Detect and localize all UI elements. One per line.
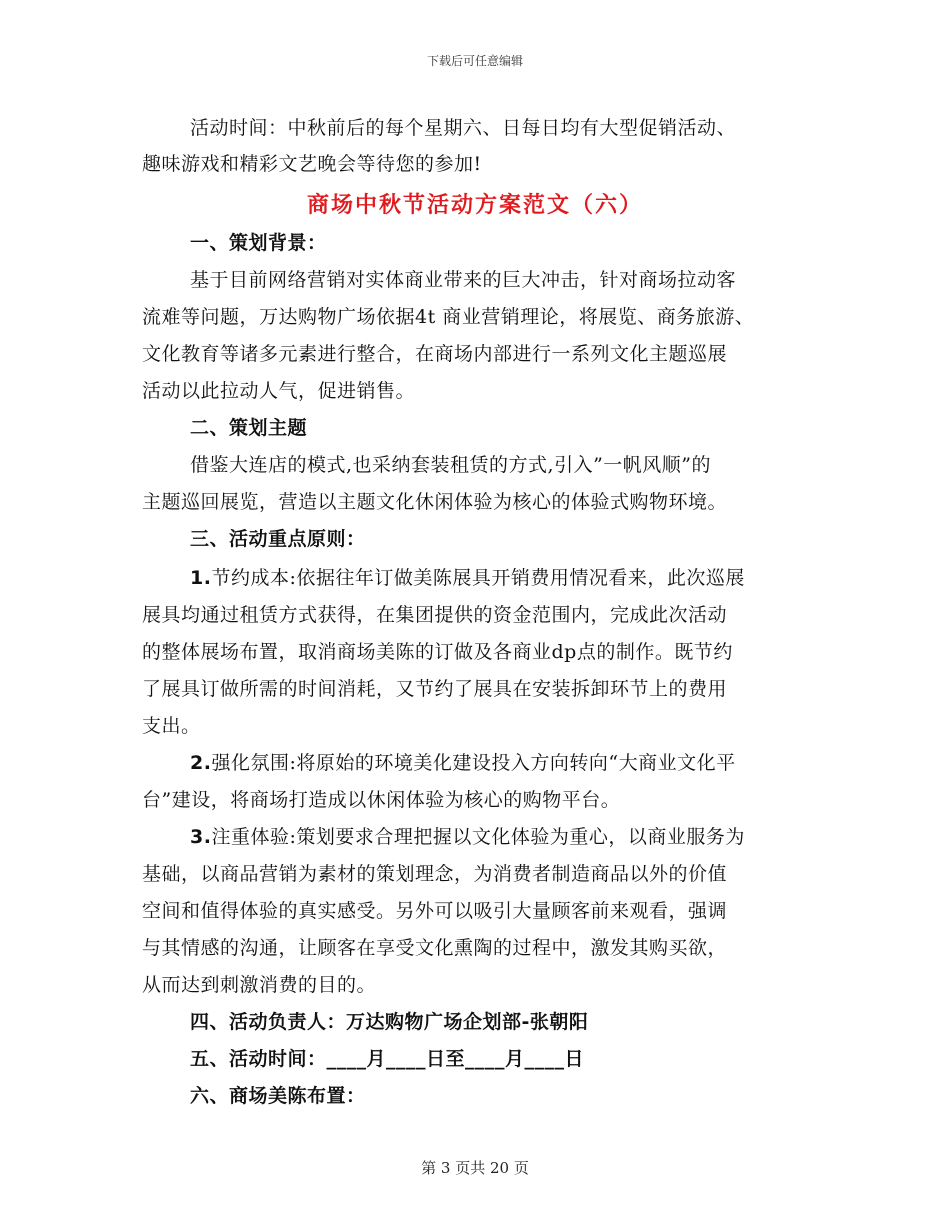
- section-heading-time: 五、活动时间：____月____日至____月____日: [190, 1048, 585, 1070]
- list-number: 1.: [190, 567, 212, 589]
- paragraph-line: 基于目前网络营销对实体商业带来的巨大冲击，针对商场拉动客: [190, 269, 737, 291]
- paragraph-line: 与其情感的沟通，让顾客在享受文化熏陶的过程中，激发其购买欲，: [142, 937, 728, 959]
- page-header: 下载后可任意编辑: [426, 54, 523, 68]
- paragraph-line: 从而达到刺激消费的目的。: [142, 974, 377, 996]
- section-heading-principles: 三、活动重点原则：: [190, 528, 366, 550]
- principle-item-3-first-line: [190, 825, 745, 849]
- paragraph-line: 强化氛围:将原始的环境美化建设投入方向转向“大商业文化平: [211, 752, 736, 774]
- principle-item-2-first-line: [190, 751, 736, 775]
- paragraph-line: 活动以此拉动人气，促进销售。: [142, 380, 416, 402]
- paragraph-line: 空间和值得体验的真实感受。另外可以吸引大量顾客前来观看，强调: [142, 900, 728, 922]
- paragraph-line: 了展具订做所需的时间消耗，又节约了展具在安装拆卸环节上的费用: [142, 678, 728, 700]
- paragraph-line: 台”建设，将商场打造成以休闲体验为核心的购物平台。: [142, 789, 621, 811]
- intro-line-1: 活动时间：中秋前后的每个星期六、日每日均有大型促销活动、: [190, 117, 737, 139]
- paragraph-line: 的整体展场布置，取消商场美陈的订做及各商业dp点的制作。既节约: [142, 641, 733, 663]
- list-number: 3.: [190, 826, 212, 848]
- paragraph-line: 支出。: [142, 715, 201, 737]
- principle-item-1-first-line: [190, 566, 745, 590]
- section-heading-background: 一、策划背景：: [190, 232, 327, 254]
- paragraph-line: 文化教育等诸多元素进行整合，在商场内部进行一系列文化主题巡展: [142, 343, 728, 365]
- paragraph-line: 节约成本:依据往年订做美陈展具开销费用情况看来，此次巡展: [211, 567, 745, 589]
- section-heading-owner: 四、活动负责人：万达购物广场企划部-张朝阳: [190, 1011, 589, 1033]
- intro-line-2: 趣味游戏和精彩文艺晚会等待您的参加!: [142, 153, 482, 175]
- list-number: 2.: [190, 752, 212, 774]
- page-footer: 第 3 页共 20 页: [421, 1159, 529, 1177]
- section-heading-theme: 二、策划主题: [190, 417, 308, 439]
- paragraph-line: 展具均通过租赁方式获得，在集团提供的资金范围内，完成此次活动: [142, 604, 728, 626]
- paragraph-line: 流难等问题，万达购物广场依据4t 商业营销理论，将展览、商务旅游、: [142, 306, 755, 328]
- paragraph-line: 注重体验:策划要求合理把握以文化体验为重心，以商业服务为: [211, 826, 745, 848]
- paragraph-line: 借鉴大连店的模式,也采纳套装租赁的方式,引入”一帆风顺”的: [190, 454, 712, 476]
- paragraph-line: 主题巡回展览，营造以主题文化休闲体验为核心的体验式购物环境。: [142, 491, 728, 513]
- section-heading-decoration: 六、商场美陈布置：: [190, 1085, 366, 1107]
- paragraph-line: 基础，以商品营销为素材的策划理念，为消费者制造商品以外的价值: [142, 863, 728, 885]
- document-title: 商场中秋节活动方案范文（六）: [306, 193, 643, 218]
